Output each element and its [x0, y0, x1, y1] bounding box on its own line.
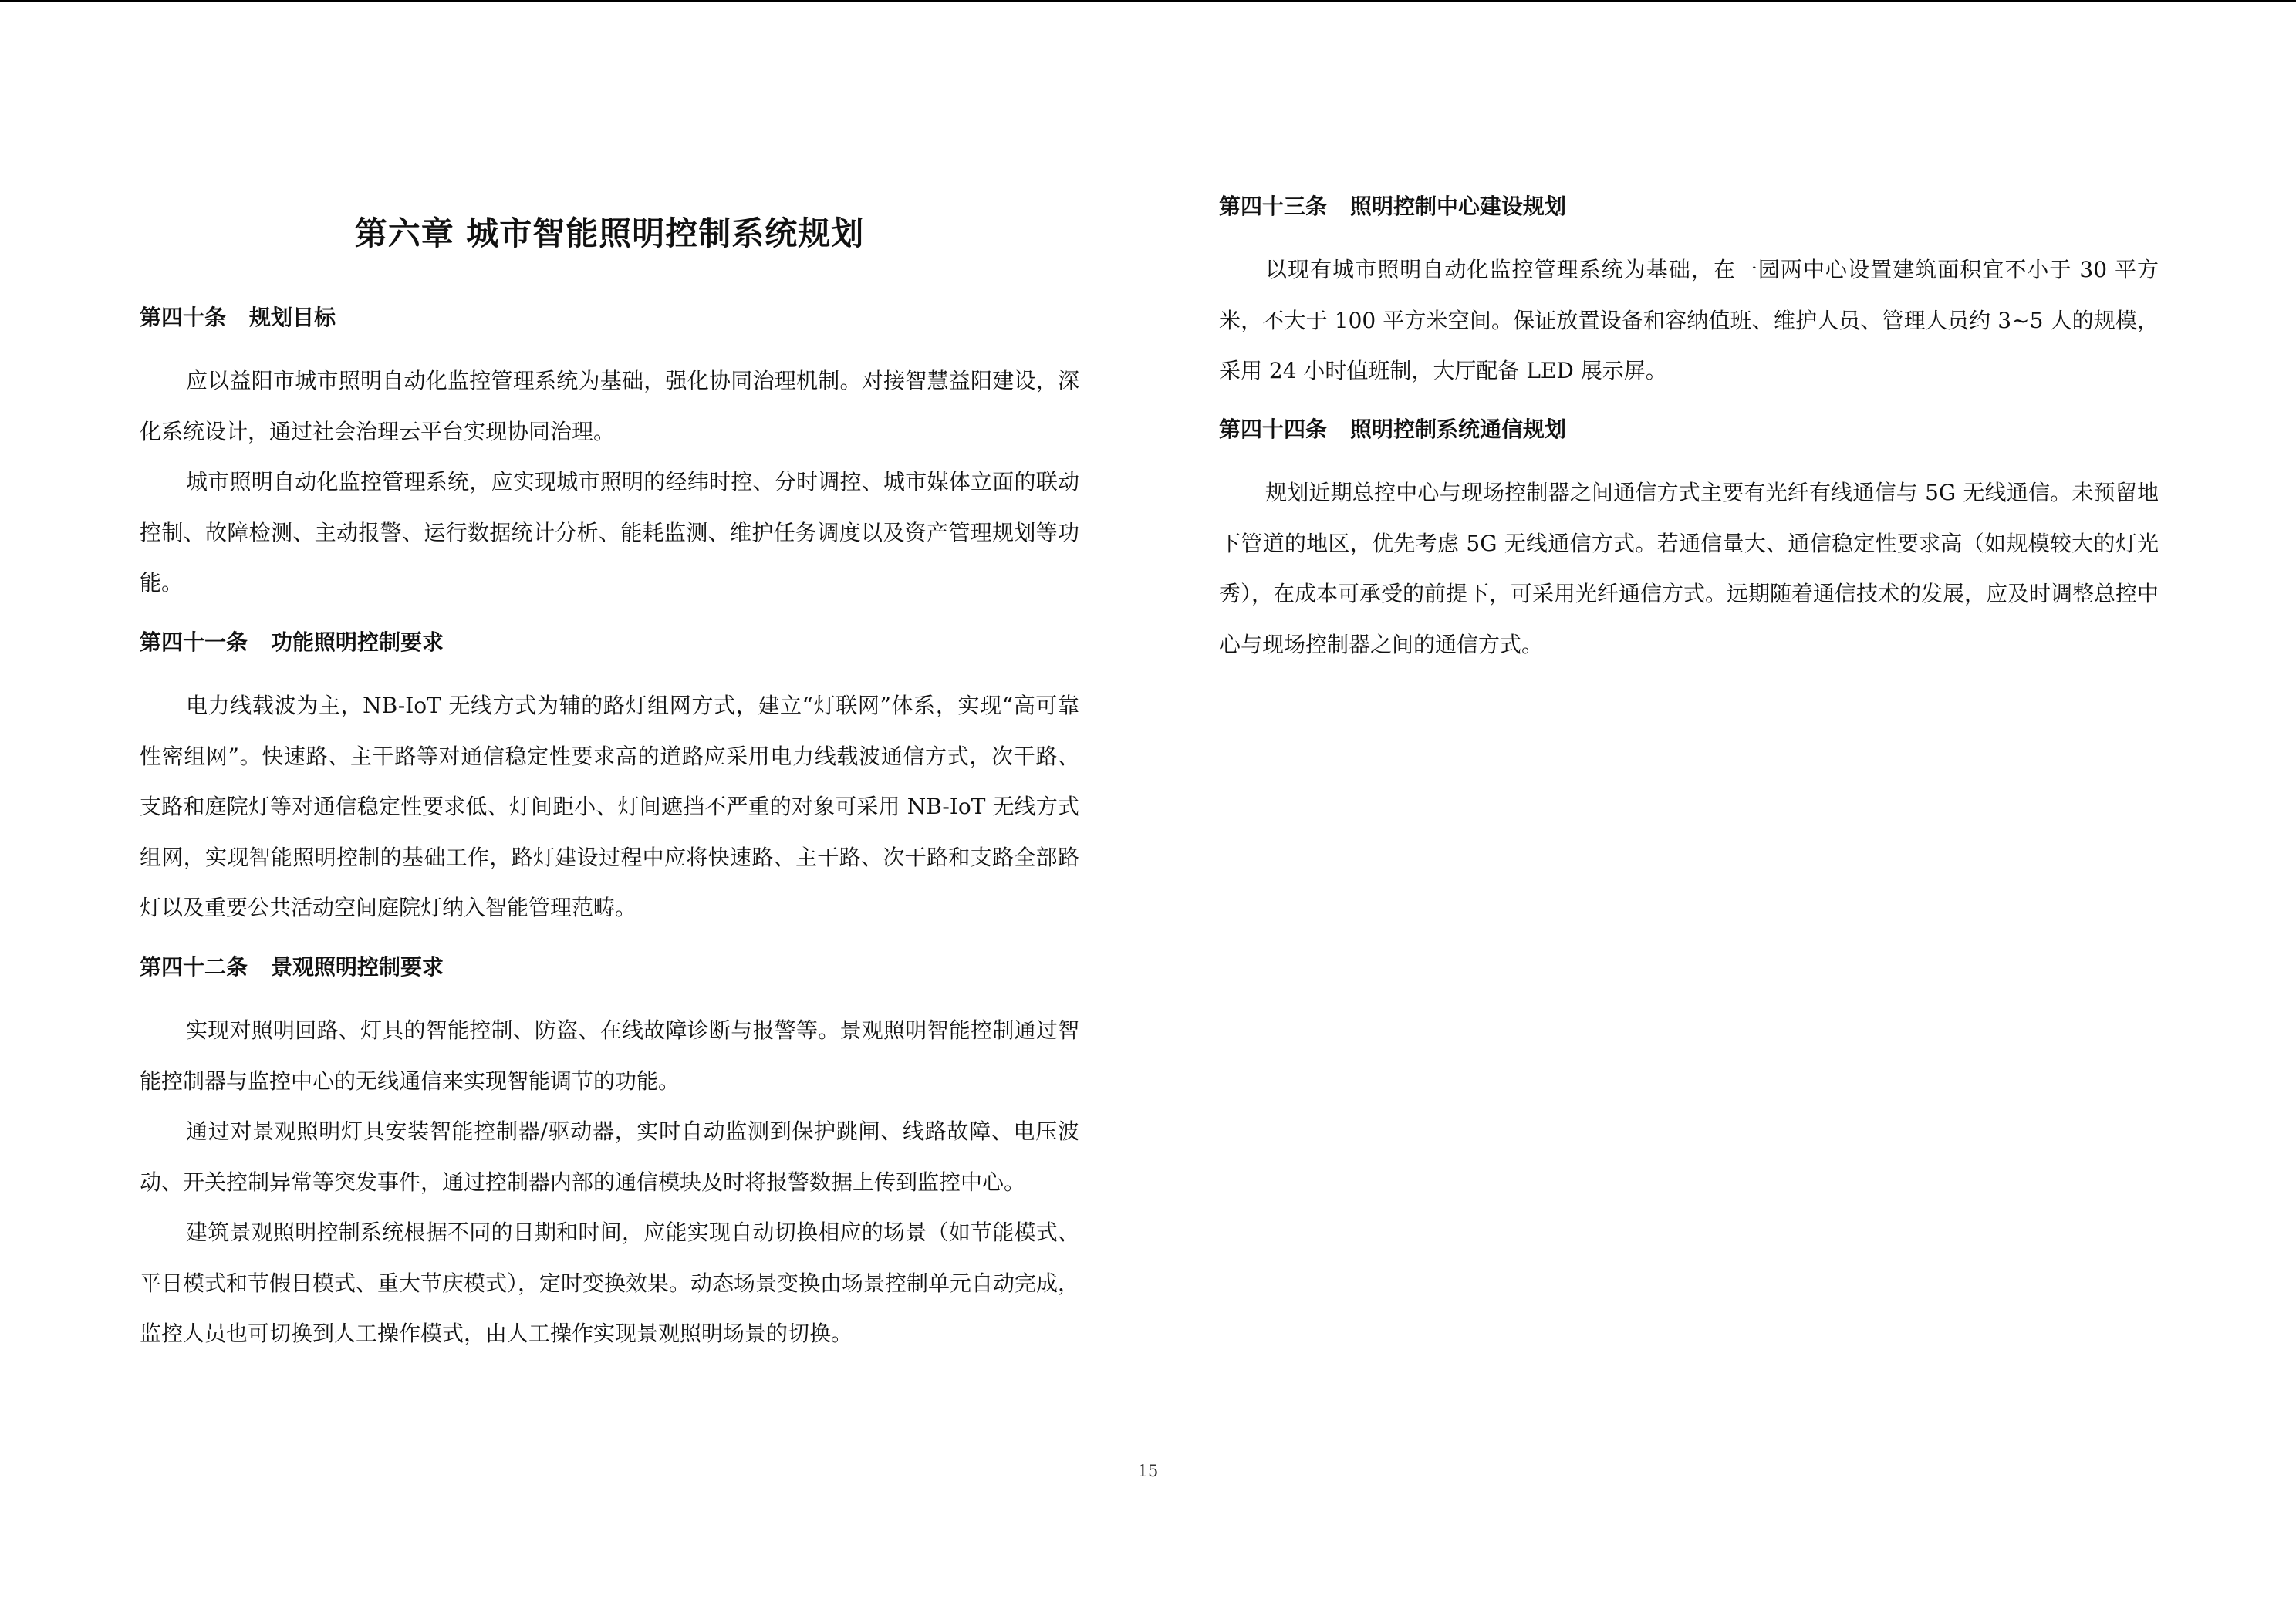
- article-number: 第四十三条: [1219, 194, 1328, 219]
- top-border-line: [0, 0, 2296, 2]
- paragraph: 城市照明自动化监控管理系统，应实现城市照明的经纬时控、分时调控、城市媒体立面的联动控制、故障检测、主动报警、运行数据统计分析、能耗监测、维护任务调度以及资产管理规划等功能。: [140, 469, 1079, 596]
- page-number: 15: [1137, 1462, 1159, 1480]
- article-number: 第四十一条: [140, 629, 248, 655]
- article-title: 景观照明控制要求: [271, 954, 444, 980]
- article-number: 第四十条: [140, 305, 227, 330]
- article-title: 照明控制中心建设规划: [1350, 194, 1567, 219]
- article-43: [1219, 187, 2159, 396]
- paragraph: 建筑景观照明控制系统根据不同的日期和时间，应能实现自动切换相应的场景（如节能模式、平日模式和节假日模式、重大节庆模式），定时变换效果。动态场景变换由场景控制单元自动完成，监控人员也可切换到人工操作模式，由人工操作实现景观照明场景的切换。: [140, 1220, 1080, 1346]
- article-42: [140, 948, 1079, 1359]
- article-number: 第四十二条: [140, 954, 248, 980]
- article-41: [140, 623, 1079, 933]
- article-title: 照明控制系统通信规划: [1350, 417, 1567, 442]
- article-40: [140, 299, 1079, 609]
- paragraph: 应以益阳市城市照明自动化监控管理系统为基础，强化协同治理机制。对接智慧益阳建设，深化系统设计，通过社会治理云平台实现协同治理。: [140, 368, 1079, 444]
- article-heading: [140, 299, 1079, 337]
- article-44: [1219, 410, 2159, 670]
- chapter-title: 第六章 城市智能照明控制系统规划: [354, 214, 865, 252]
- paragraph: 规划近期总控中心与现场控制器之间通信方式主要有光纤有线通信与 5G 无线通信。未预留地下管道的地区，优先考虑 5G 无线通信方式。若通信量大、通信稳定性要求高（如规模较大的灯光秀），在成本可承受的前提下，可采用光纤通信方式。远期随着通信技术的发展，应及时调整总控中心与现场控制器之间的通信方式。: [1219, 480, 2159, 657]
- article-heading: [1219, 410, 2159, 449]
- article-heading: [140, 948, 1079, 987]
- article-heading: [1219, 187, 2159, 226]
- article-number: 第四十四条: [1219, 417, 1328, 442]
- article-title: 规划目标: [249, 305, 336, 330]
- paragraph: 通过对景观照明灯具安装智能控制器/驱动器，实时自动监测到保护跳闸、线路故障、电压波动、开关控制异常等突发事件，通过控制器内部的通信模块及时将报警数据上传到监控中心。: [140, 1119, 1079, 1195]
- article-title: 功能照明控制要求: [271, 629, 444, 655]
- paragraph: 电力线载波为主，NB-IoT 无线方式为辅的路灯组网方式，建立“灯联网”体系，实现“高可靠性密组网”。快速路、主干路等对通信稳定性要求高的道路应采用电力线载波通信方式，次干路、支路和庭院灯等对通信稳定性要求低、灯间距小、灯间遮挡不严重的对象可采用 NB-IoT 无线方式组网，实现智能照明控制的基础工作，路灯建设过程中应将快速路、主干路、次干路和支路全部路灯以及重要公共活动空间庭院灯纳入智能管理范畴。: [140, 693, 1079, 920]
- article-heading: [140, 623, 1079, 662]
- paragraph: 实现对照明回路、灯具的智能控制、防盗、在线故障诊断与报警等。景观照明智能控制通过智能控制器与监控中心的无线通信来实现智能调节的功能。: [140, 1017, 1079, 1094]
- paragraph: 以现有城市照明自动化监控管理系统为基础，在一园两中心设置建筑面积宜不小于 30 平方米，不大于 100 平方米空间。保证放置设备和容纳值班、维护人员、管理人员约 3~5 人的规模，采用 24 小时值班制，大厅配备 LED 展示屏。: [1219, 257, 2159, 383]
